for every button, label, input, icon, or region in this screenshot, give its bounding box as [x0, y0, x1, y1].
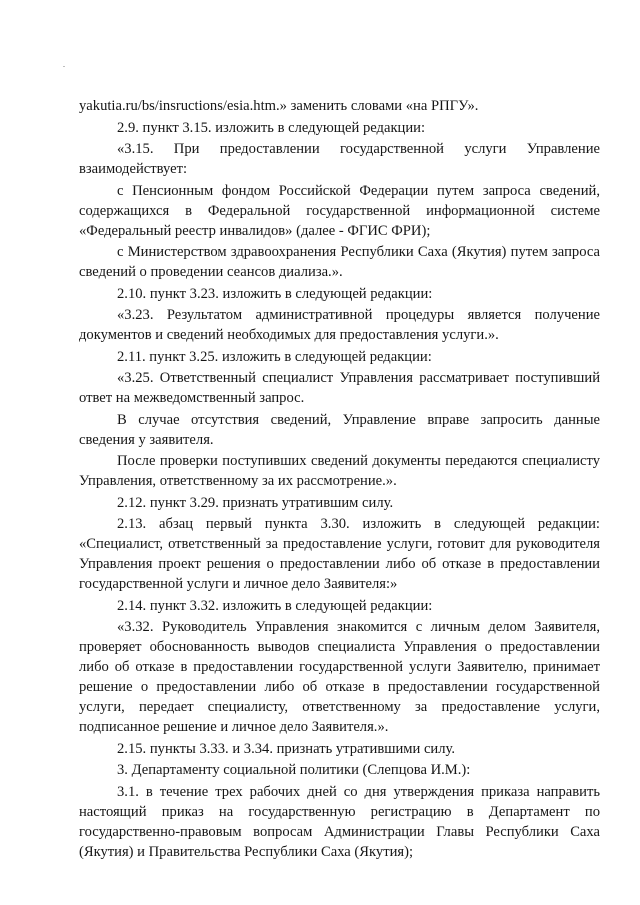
paragraph-url-replacement: yakutia.ru/bs/insructions/esia.htm.» заменить словами «на РПГУ».: [79, 98, 479, 114]
paragraph-3-32: «3.32. Руководитель Управления знакомится с личным делом Заявителя, проверяет обоснованность выводов специалиста Управления о предоставлении либо об отказе в предоставлении государственной услуги Заявителю, принимает решение о предоставлении либо об отказе в предоставлении государственной услуги, передает специалисту, ответственному за предоставление услуги, подписанное решение и личное дело Заявителя.».: [79, 619, 600, 735]
paragraph-2-10: 2.10. пункт 3.23. изложить в следующей редакции:: [117, 285, 433, 302]
paragraph-3-department: 3. Департаменту социальной политики (Слепцова И.М.):: [117, 762, 471, 778]
paragraph-missing-info: В случае отсутствия сведений, Управление вправе запросить данные сведения у заявителя.: [79, 411, 600, 448]
paragraph-3-1: 3.1. в течение трех рабочих дней со дня утверждения приказа направить настоящий приказ на государственную регистрацию в Департамент по государственно-правовым вопросам Администрации Главы Республики Саха (Якутия) и Правительства Республики Саха (Якутия);: [79, 783, 600, 860]
document-body: [79, 96, 600, 862]
paragraph-2-12: 2.12. пункт 3.29. признать утратившим силу.: [117, 494, 394, 511]
paragraph-3-15: «3.15. При предоставлении государственной услуги Управление взаимодействует:: [79, 141, 600, 177]
paragraph-2-14: 2.14. пункт 3.32. изложить в следующей редакции:: [117, 597, 433, 614]
paragraph-2-13: 2.13. абзац первый пункта 3.30. изложить в следующей редакции: «Специалист, ответственный за предоставление услуги, готовит для руководителя Управления проект решения о предоставлении либо об отказе в предоставлении государственной услуги и личное дело Заявителя:»: [79, 516, 600, 592]
paragraph-2-9: 2.9. пункт 3.15. изложить в следующей редакции:: [117, 119, 426, 136]
paragraph-2-11: 2.11. пункт 3.25. изложить в следующей редакции:: [117, 348, 432, 365]
scan-speck: [63, 66, 65, 67]
paragraph-after-check: После проверки поступивших сведений документы передаются специалисту Управления, ответственному за их рассмотрение.».: [79, 453, 600, 489]
paragraph-ministry-health: с Министерством здравоохранения Республики Саха (Якутия) путем запроса сведений о проведении сеансов диализа.».: [79, 244, 600, 280]
paragraph-2-15: 2.15. пункты 3.33. и 3.34. признать утратившими силу.: [117, 740, 456, 757]
paragraph-3-25: «3.25. Ответственный специалист Управления рассматривает поступивший ответ на межведомственный запрос.: [79, 370, 600, 406]
paragraph-3-23: «3.23. Результатом административной процедуры является получение документов и сведений необходимых для предоставления услуги.».: [79, 307, 600, 343]
paragraph-pension-fund: с Пенсионным фондом Российской Федерации путем запроса сведений, содержащихся в Федеральной государственной информационной системе «Федеральный реестр инвалидов» (далее - ФГИС ФРИ);: [79, 182, 600, 239]
